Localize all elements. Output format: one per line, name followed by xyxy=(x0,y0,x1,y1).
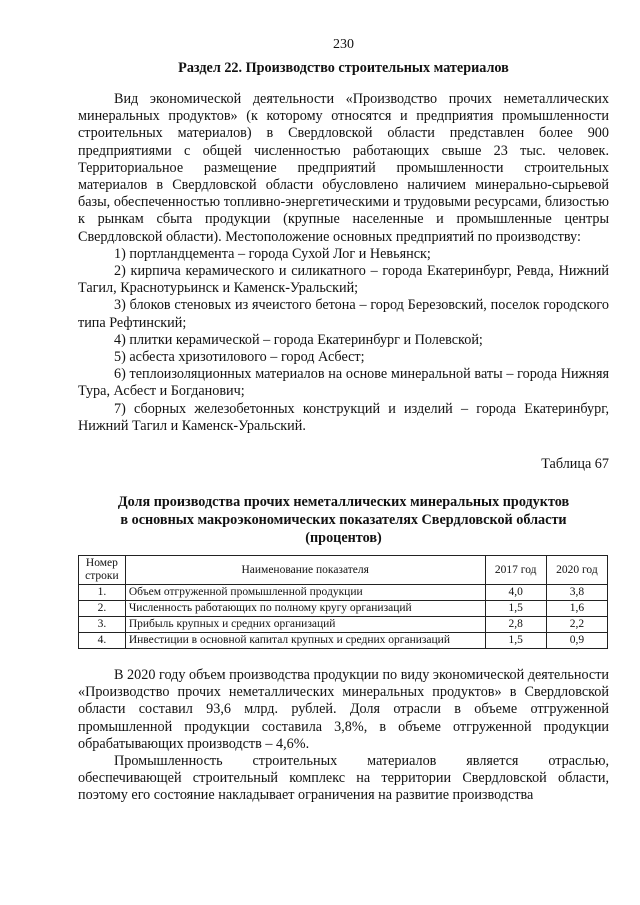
row-value-2017: 1,5 xyxy=(485,633,546,649)
outro-paragraph: Промышленность строительных материалов является отраслью, обеспечивающей строительный комплекс на территории Свердловской области, поэтому его состояние накладывает ограничения на развитие производства xyxy=(78,753,609,804)
row-value-2020: 1,6 xyxy=(546,601,607,617)
row-value-2020: 2,2 xyxy=(546,617,607,633)
row-value-2020: 3,8 xyxy=(546,585,607,601)
header-number: Номер строки xyxy=(79,556,126,585)
row-value-2017: 4,0 xyxy=(485,585,546,601)
page-number: 230 xyxy=(333,37,354,52)
list-item: 1) портландцемента – города Сухой Лог и Невьянск; xyxy=(114,245,431,262)
indicators-table xyxy=(78,555,608,649)
section-title: Раздел 22. Производство строительных материалов xyxy=(178,60,509,76)
list-item: 5) асбеста хризотилового – город Асбест; xyxy=(114,349,365,366)
header-2020: 2020 год xyxy=(546,556,607,585)
outro-paragraph: В 2020 году объем производства продукции по виду экономической деятельности «Производство прочих неметаллических минеральных продуктов» в Свердловской области составил 93,6 млрд. рублей. Доля отрасли в объеме отгруженной промышленной продукции составила 3,8%, в объеме отгруженной продукции обрабатывающих производств – 4,6%. xyxy=(78,667,609,752)
list-item: 6) теплоизоляционных материалов на основе минеральной ваты – города Нижняя Тура, Асбест и Богданович; xyxy=(78,366,609,400)
list-item: 3) блоков стеновых из ячеистого бетона – город Березовский, поселок городского типа Рефтинский; xyxy=(78,297,609,331)
row-name: Объем отгруженной промышленной продукции xyxy=(125,585,485,601)
table-header-row xyxy=(79,556,608,585)
row-number: 1. xyxy=(79,585,126,601)
table-title-line: в основных макроэкономических показателях Свердловской области xyxy=(120,512,567,529)
table-title-line: (процентов) xyxy=(305,530,382,547)
row-number: 3. xyxy=(79,617,126,633)
table-row xyxy=(79,585,608,601)
table-title xyxy=(78,493,609,547)
row-name: Прибыль крупных и средних организаций xyxy=(125,617,485,633)
list-item: 7) сборных железобетонных конструкций и изделий – города Екатеринбург, Нижний Тагил и Каменск-Уральский. xyxy=(78,400,609,434)
table-row xyxy=(79,633,608,649)
row-name: Инвестиции в основной капитал крупных и средних организаций xyxy=(125,633,485,649)
table-title-line: Доля производства прочих неметаллических минеральных продуктов xyxy=(117,494,570,511)
row-value-2017: 1,5 xyxy=(485,601,546,617)
production-list xyxy=(78,246,609,435)
list-item: 4) плитки керамической – города Екатеринбург и Полевской; xyxy=(114,331,483,348)
table-row xyxy=(79,617,608,633)
row-value-2017: 2,8 xyxy=(485,617,546,633)
row-value-2020: 0,9 xyxy=(546,633,607,649)
header-2017: 2017 год xyxy=(485,556,546,585)
table-label: Таблица 67 xyxy=(541,456,609,473)
list-item: 2) кирпича керамического и силикатного – города Екатеринбург, Ревда, Нижний Тагил, Краснотурьинск и Каменск-Уральский; xyxy=(78,263,609,297)
row-name: Численность работающих по полному кругу организаций xyxy=(125,601,485,617)
row-number: 4. xyxy=(79,633,126,649)
header-name: Наименование показателя xyxy=(125,556,485,585)
table-row xyxy=(79,601,608,617)
row-number: 2. xyxy=(79,601,126,617)
intro-paragraph: Вид экономической деятельности «Производство прочих неметаллических минеральных продуктов» (к которому относятся и предприятия промышленности строительных материалов) в Свердловской области представлен более 900 предприятиями с общей численностью работающих свыше 23 тыс. человек. Территориальное размещение предприятий промышленности строительных материалов в Свердловской области обусловлено наличием минерально-сырьевой базы, обеспеченностью топливно-энергетическими и трудовыми ресурсами, близостью к рынкам сбыта продукции (крупные населенные и промышленные центры Свердловской области). Местоположение основных предприятий по производству: xyxy=(78,91,609,245)
